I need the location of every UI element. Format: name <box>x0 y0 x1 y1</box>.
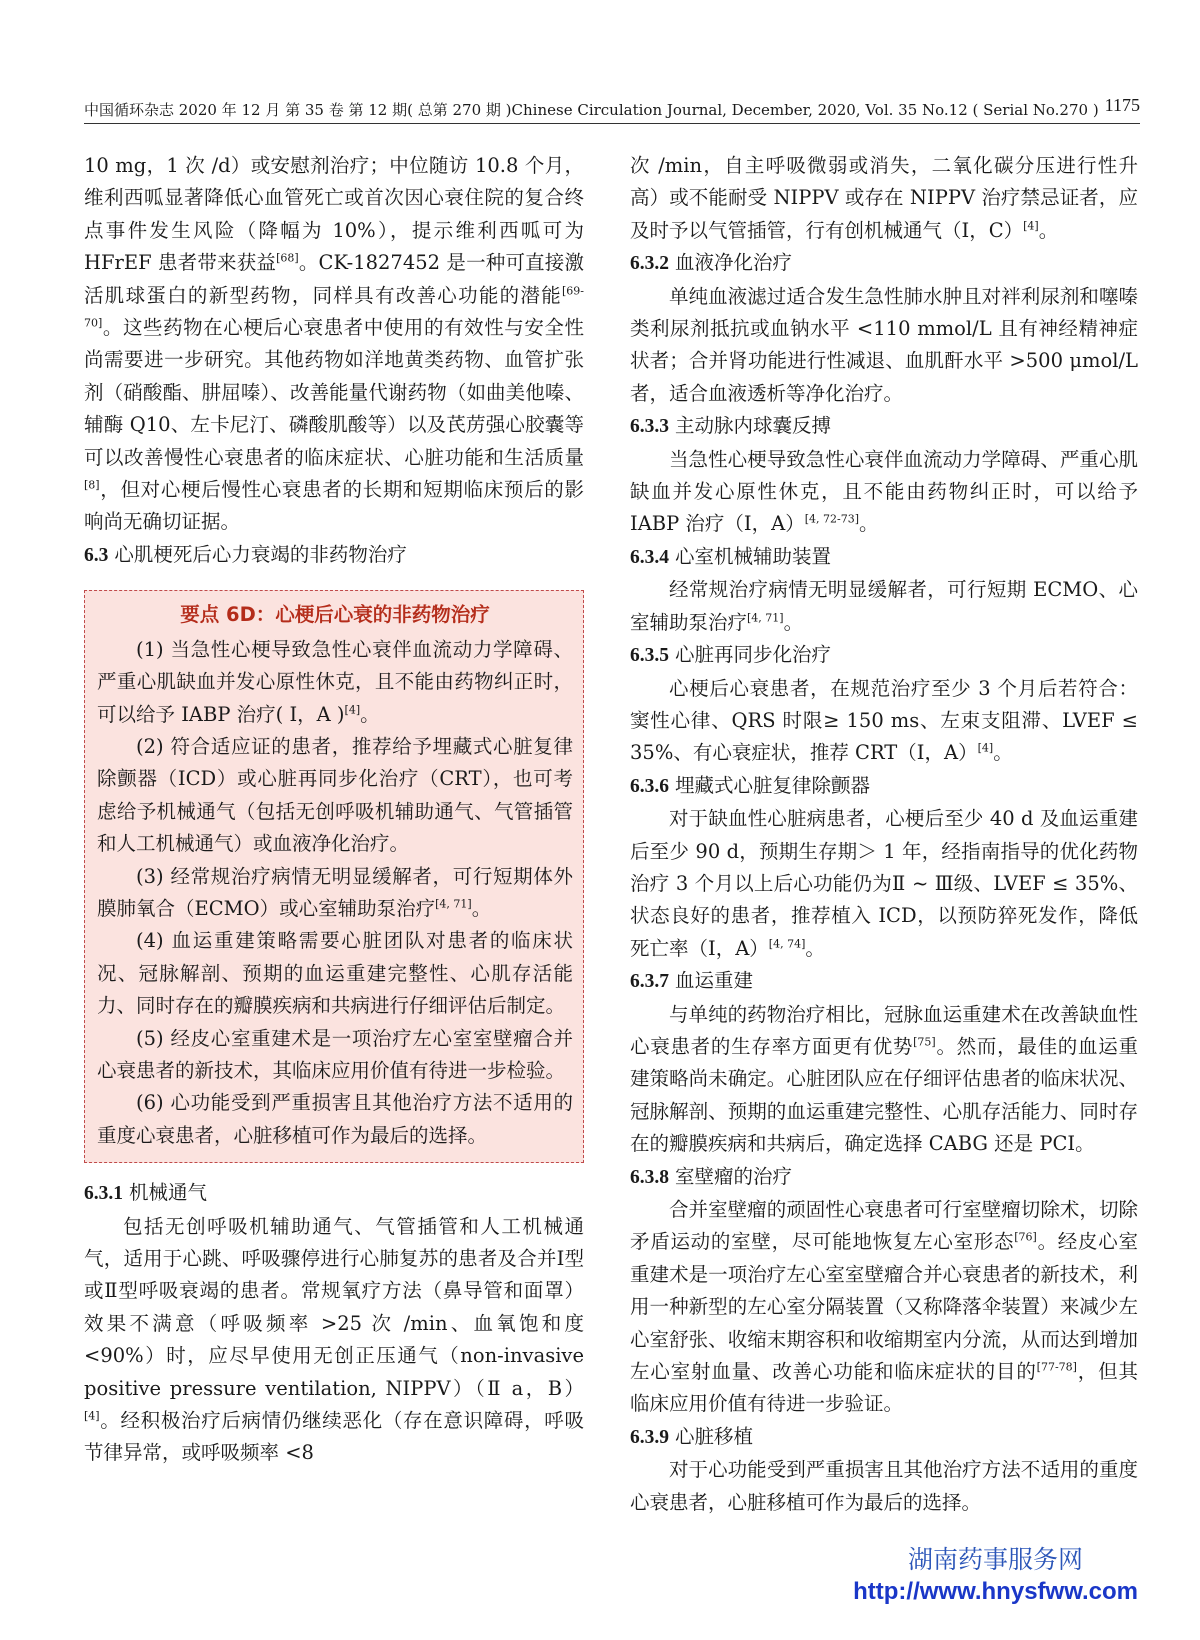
section-heading-6-3-3: 6.3.3 主动脉内球囊反搏 <box>630 414 832 438</box>
citation: [4, 74] <box>768 937 806 951</box>
citation: [75] <box>913 1035 936 1049</box>
section-heading-6-3-2: 6.3.2 血液净化治疗 <box>630 251 793 275</box>
page-number: 1175 <box>1104 95 1140 115</box>
paragraph-drugs-continued: 10 mg，1 次 /d）或安慰剂治疗；中位随访 10.8 个月，维利西呱显著降低心血管死亡或首次因心衰住院的复合终点事件发生风险（降幅为 10%），提示维利西呱可为 HFrEF 患者带来获益[68]。CK-1827452 是一种可直接激活肌球蛋白的新型药物，同样具有改善心功能的潜能[69-70]。这些药物在心梗后心衰患者中使用的有效性与安全性尚需要进一步研究。其他药物如洋地黄类药物、血管扩张剂（硝酸酯、肼屈嗪）、改善能量代谢药物（如曲美他嗪、辅酶 Q10、左卡尼汀、磷酸肌酸等）以及芪苈强心胶囊等可以改善慢性心衰患者的临床症状、心脏功能和生活质量[8]，但对心梗后慢性心衰患者的长期和短期临床预后的影响尚无确切证据。 <box>84 154 584 534</box>
right-column <box>630 150 1138 1519</box>
watermark-site-name: 湖南药事服务网 <box>908 1545 1084 1574</box>
paragraph-mechanical-ventilation: 包括无创呼吸机辅助通气、气管插管和人工机械通气，适用于心跳、呼吸骤停进行心肺复苏的患者及合并Ⅰ型或Ⅱ型呼吸衰竭的患者。常规氧疗方法（鼻导管和面罩）效果不满意（呼吸频率 >25 次 /min、血氧饱和度 <90%）时，应尽早使用无创正压通气（non-invasive positive pressure ventilation, NIPPV）（Ⅱ a，B）[4]。经积极治疗后病情仍继续恶化（存在意识障碍，呼吸节律异常，或呼吸频率 <8 <box>84 1214 584 1465</box>
paragraph-heart-transplant: 对于心功能受到严重损害且其他治疗方法不适用的重度心衰患者，心脏移植可作为最后的选择。 <box>630 1458 1138 1514</box>
citation: [4, 71] <box>435 897 472 911</box>
paragraph-ventilation-continued: 次 /min，自主呼吸微弱或消失，二氧化碳分压进行性升高）或不能耐受 NIPPV 或存在 NIPPV 治疗禁忌证者，应及时予以气管插管，行有创机械通气（Ⅰ，C）[4]。 <box>630 154 1138 242</box>
citation: [4] <box>344 703 361 716</box>
paragraph-icd: 对于缺血性心脏病患者，心梗后至少 40 d 及血运重建后至少 90 d，预期生存期＞ 1 年，经指南指导的优化药物治疗 3 个月以上后心功能仍为Ⅱ ~ Ⅲ级、LVEF ≤ 35%、状态良好的患者，推荐植入 ICD，以预防猝死发作，降低死亡率（Ⅰ，A）[4, 74]。 <box>630 807 1138 960</box>
citation: [4] <box>1023 219 1039 233</box>
section-heading-6-3-7: 6.3.7 血运重建 <box>630 969 754 993</box>
section-heading-6-3-6: 6.3.6 埋藏式心脏复律除颤器 <box>630 773 871 797</box>
citation: [8] <box>84 478 100 492</box>
left-column <box>84 150 584 1470</box>
key-point-item: (3) 经常规治疗病情无明显缓解者，可行短期体外膜肺氧合（ECMO）或心室辅助泵治疗[4, 71]。 <box>97 864 573 920</box>
paragraph-blood-purification: 单纯血液滤过适合发生急性肺水肿且对袢利尿剂和噻嗪类利尿剂抵抗或血钠水平 <110 mmol/L 且有神经精神症状者；合并肾功能进行性减退、血肌酐水平 >500 μmol/L 者，适合血液透析等净化治疗。 <box>630 284 1138 405</box>
section-heading-6-3: 6.3 心肌梗死后心力衰竭的非药物治疗 <box>84 542 407 566</box>
key-point-item: (4) 血运重建策略需要心脏团队对患者的临床状况、冠脉解剖、预期的血运重建完整性、心肌存活能力、同时存在的瓣膜疾病和共病进行仔细评估后制定。 <box>97 929 573 1018</box>
citation: [4] <box>84 1409 100 1423</box>
section-heading-6-3-9: 6.3.9 心脏移植 <box>630 1424 754 1448</box>
section-heading-6-3-4: 6.3.4 心室机械辅助装置 <box>630 544 832 568</box>
citation: [4, 72-73] <box>804 512 860 526</box>
watermark-url: http://www.hnysfww.com <box>853 1578 1138 1605</box>
section-heading-6-3-8: 6.3.8 室壁瘤的治疗 <box>630 1164 793 1188</box>
section-heading-6-3-1: 6.3.1 机械通气 <box>84 1181 208 1205</box>
key-point-item: (2) 符合适应证的患者，推荐给予埋藏式心脏复律除颤器（ICD）或心脏再同步化治疗（CRT），也可考虑给予机械通气（包括无创呼吸机辅助通气、气管插管和人工机械通气）或血液净化治疗。 <box>97 734 573 856</box>
key-points-box <box>84 590 584 1163</box>
paragraph-iabp: 当急性心梗导致急性心衰伴血流动力学障碍、严重心肌缺血并发心原性休克，且不能由药物纠正时，可以给予 IABP 治疗（Ⅰ，A）[4, 72-73]。 <box>630 447 1138 536</box>
citation: [77-78] <box>1036 1360 1077 1374</box>
journal-citation-line: 中国循环杂志 2020 年 12 月 第 35 卷 第 12 期( 总第 270 期 )Chinese Circulation Journal, December, 2020, Vol. 35 No.12 ( Serial No.270 ) <box>84 101 1099 119</box>
citation: [4, 71] <box>747 611 784 625</box>
key-point-item: (6) 心功能受到严重损害且其他治疗方法不适用的重度心衰患者，心脏移植可作为最后的选择。 <box>97 1091 573 1147</box>
key-points-title: 要点 6D：心梗后心衰的非药物治疗 <box>180 603 490 627</box>
site-watermark <box>853 1544 1138 1608</box>
citation: [69-70] <box>84 284 584 330</box>
citation: [76] <box>1014 1230 1037 1244</box>
running-header <box>84 95 1140 124</box>
paragraph-revascularization: 与单纯的药物治疗相比，冠脉血运重建术在改善缺血性心衰患者的生存率方面更有优势[75]。然而，最佳的血运重建策略尚未确定。心脏团队应在仔细评估患者的临床状况、冠脉解剖、预期的血运重建完整性、心肌存活能力、同时存在的瓣膜疾病和共病后，确定选择 CABG 还是 PCI。 <box>630 1002 1138 1156</box>
paragraph-crt: 心梗后心衰患者，在规范治疗至少 3 个月后若符合：窦性心律、QRS 时限≥ 150 ms、左束支阻滞、LVEF ≤ 35%、有心衰症状，推荐 CRT（Ⅰ，A）[4]。 <box>630 676 1138 765</box>
key-point-item: (1) 当急性心梗导致急性心衰伴血流动力学障碍、严重心肌缺血并发心原性休克，且不能由药物纠正时，可以给予 IABP 治疗( Ⅰ，A )[4]。 <box>97 637 573 726</box>
citation: [4] <box>977 741 994 755</box>
paragraph-aneurysm: 合并室壁瘤的顽固性心衰患者可行室壁瘤切除术，切除矛盾运动的室壁，尽可能地恢复左心室形态[76]。经皮心室重建术是一项治疗左心室室壁瘤合并心衰患者的新技术，利用一种新型的左心室分隔装置（又称降落伞装置）来减少左心室舒张、收缩末期容积和收缩期室内分流，从而达到增加左心室射血量、改善心功能和临床症状的目的[77-78]，但其临床应用价值有待进一步验证。 <box>630 1198 1138 1416</box>
citation: [68] <box>276 251 299 265</box>
section-heading-6-3-5: 6.3.5 心脏再同步化治疗 <box>630 643 832 667</box>
key-point-item: (5) 经皮心室重建术是一项治疗左心室室壁瘤合并心衰患者的新技术，其临床应用价值有待进一步检验。 <box>97 1026 573 1082</box>
paragraph-ventricular-assist: 经常规治疗病情无明显缓解者，可行短期 ECMO、心室辅助泵治疗[4, 71]。 <box>630 578 1138 634</box>
